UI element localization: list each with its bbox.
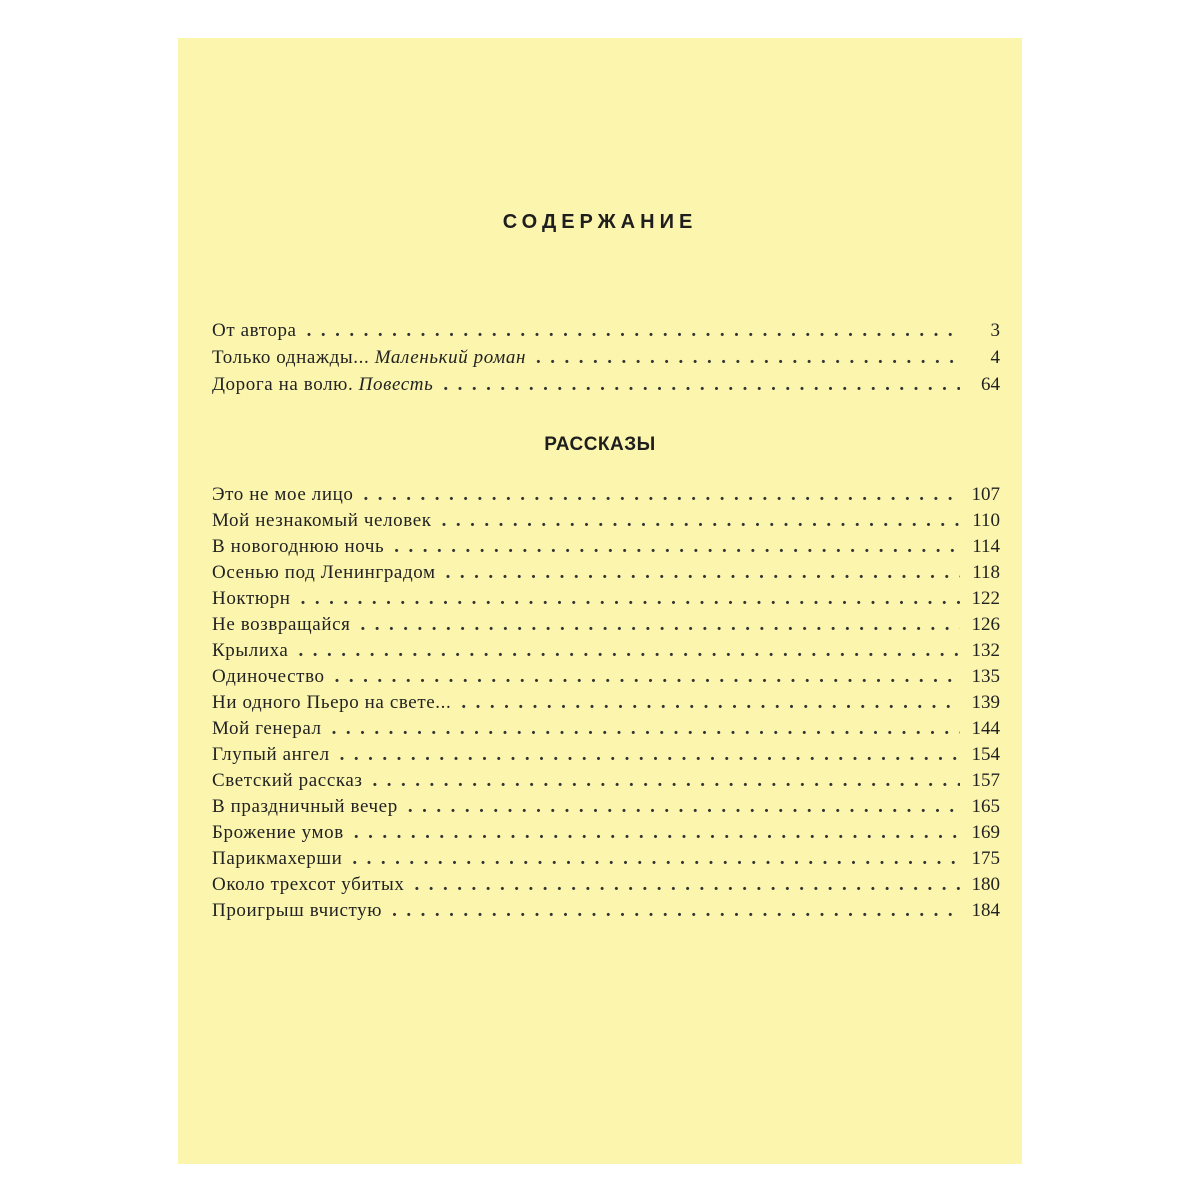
entry-title: Это не мое лицо bbox=[212, 484, 354, 505]
dot-leader bbox=[332, 716, 960, 742]
dot-leader bbox=[363, 482, 960, 508]
entry-title: Крылиха bbox=[212, 640, 289, 661]
entry-page-number: 126 bbox=[971, 614, 1000, 635]
dot-leader bbox=[298, 638, 960, 664]
stories-list bbox=[212, 482, 1000, 924]
entry-title: В новогоднюю ночь bbox=[212, 536, 385, 557]
entry-page-number: 3 bbox=[990, 320, 1000, 341]
dot-leader bbox=[373, 768, 960, 794]
toc-entry bbox=[212, 344, 1000, 371]
entry-page-number: 154 bbox=[971, 744, 1000, 765]
entry-title: Глупый ангел bbox=[212, 744, 330, 765]
entry-title: В праздничный вечер bbox=[212, 796, 398, 817]
entry-title: Мой незнакомый человек bbox=[212, 510, 432, 531]
stories-heading: РАССКАЗЫ bbox=[544, 434, 656, 455]
toc-entry bbox=[212, 742, 1000, 768]
entry-title: Около трехсот убитых bbox=[212, 874, 405, 895]
front-matter-list bbox=[212, 317, 1000, 398]
entry-page-number: 118 bbox=[972, 562, 1000, 583]
entry-page-number: 107 bbox=[971, 484, 1000, 505]
entry-page-number: 165 bbox=[971, 796, 1000, 817]
toc-entry bbox=[212, 508, 1000, 534]
entry-page-number: 139 bbox=[971, 692, 1000, 713]
toc-entry bbox=[212, 317, 1000, 344]
toc-entry bbox=[212, 612, 1000, 638]
dot-leader bbox=[352, 846, 960, 872]
entry-genre: Маленький роман bbox=[374, 347, 526, 368]
entry-page-number: 184 bbox=[971, 900, 1000, 921]
toc-entry bbox=[212, 716, 1000, 742]
dot-leader bbox=[354, 820, 960, 846]
toc-entry bbox=[212, 534, 1000, 560]
entry-title: Проигрыш вчистую bbox=[212, 900, 383, 921]
entry-title: От автора bbox=[212, 320, 297, 341]
dot-leader bbox=[335, 664, 960, 690]
book-page bbox=[178, 38, 1022, 1164]
entry-page-number: 122 bbox=[971, 588, 1000, 609]
entry-page-number: 4 bbox=[990, 347, 1000, 368]
entry-title: Парикмахерши bbox=[212, 848, 343, 869]
toc-entry bbox=[212, 560, 1000, 586]
entry-page-number: 157 bbox=[971, 770, 1000, 791]
toc-entry bbox=[212, 846, 1000, 872]
entry-title: Ни одного Пьеро на свете... bbox=[212, 692, 452, 713]
entry-title: Брожение умов bbox=[212, 822, 344, 843]
entry-page-number: 110 bbox=[972, 510, 1000, 531]
entry-page-number: 180 bbox=[971, 874, 1000, 895]
dot-leader bbox=[307, 317, 960, 344]
dot-leader bbox=[443, 371, 960, 398]
entry-title: Светский рассказ bbox=[212, 770, 363, 791]
entry-page-number: 169 bbox=[971, 822, 1000, 843]
entry-page-number: 132 bbox=[971, 640, 1000, 661]
entry-genre: Повесть bbox=[358, 374, 434, 395]
entry-page-number: 64 bbox=[981, 374, 1000, 395]
entry-page-number: 144 bbox=[971, 718, 1000, 739]
toc-entry bbox=[212, 586, 1000, 612]
toc-entry bbox=[212, 898, 1000, 924]
toc-entry bbox=[212, 638, 1000, 664]
dot-leader bbox=[360, 612, 960, 638]
contents-heading: СОДЕРЖАНИЕ bbox=[502, 211, 698, 233]
toc-entry bbox=[212, 872, 1000, 898]
entry-title: Одиночество bbox=[212, 666, 325, 687]
dot-leader bbox=[536, 344, 960, 371]
dot-leader bbox=[394, 534, 960, 560]
entry-title: Мой генерал bbox=[212, 718, 322, 739]
dot-leader bbox=[461, 690, 960, 716]
toc-entry bbox=[212, 371, 1000, 398]
dot-leader bbox=[301, 586, 960, 612]
entry-title: Осенью под Ленинградом bbox=[212, 562, 436, 583]
toc-entry bbox=[212, 690, 1000, 716]
entry-page-number: 135 bbox=[971, 666, 1000, 687]
entry-title: Только однажды... Маленький роман bbox=[212, 347, 526, 368]
dot-leader bbox=[392, 898, 960, 924]
entry-page-number: 175 bbox=[971, 848, 1000, 869]
toc-entry bbox=[212, 664, 1000, 690]
toc-entry bbox=[212, 482, 1000, 508]
toc-entry bbox=[212, 768, 1000, 794]
dot-leader bbox=[340, 742, 960, 768]
dot-leader bbox=[446, 560, 960, 586]
dot-leader bbox=[415, 872, 960, 898]
entry-title: Ноктюрн bbox=[212, 588, 291, 609]
toc-entry bbox=[212, 794, 1000, 820]
dot-leader bbox=[442, 508, 960, 534]
entry-title: Дорога на волю. Повесть bbox=[212, 374, 434, 395]
entry-page-number: 114 bbox=[972, 536, 1000, 557]
toc-entry bbox=[212, 820, 1000, 846]
entry-title: Не возвращайся bbox=[212, 614, 351, 635]
dot-leader bbox=[408, 794, 960, 820]
